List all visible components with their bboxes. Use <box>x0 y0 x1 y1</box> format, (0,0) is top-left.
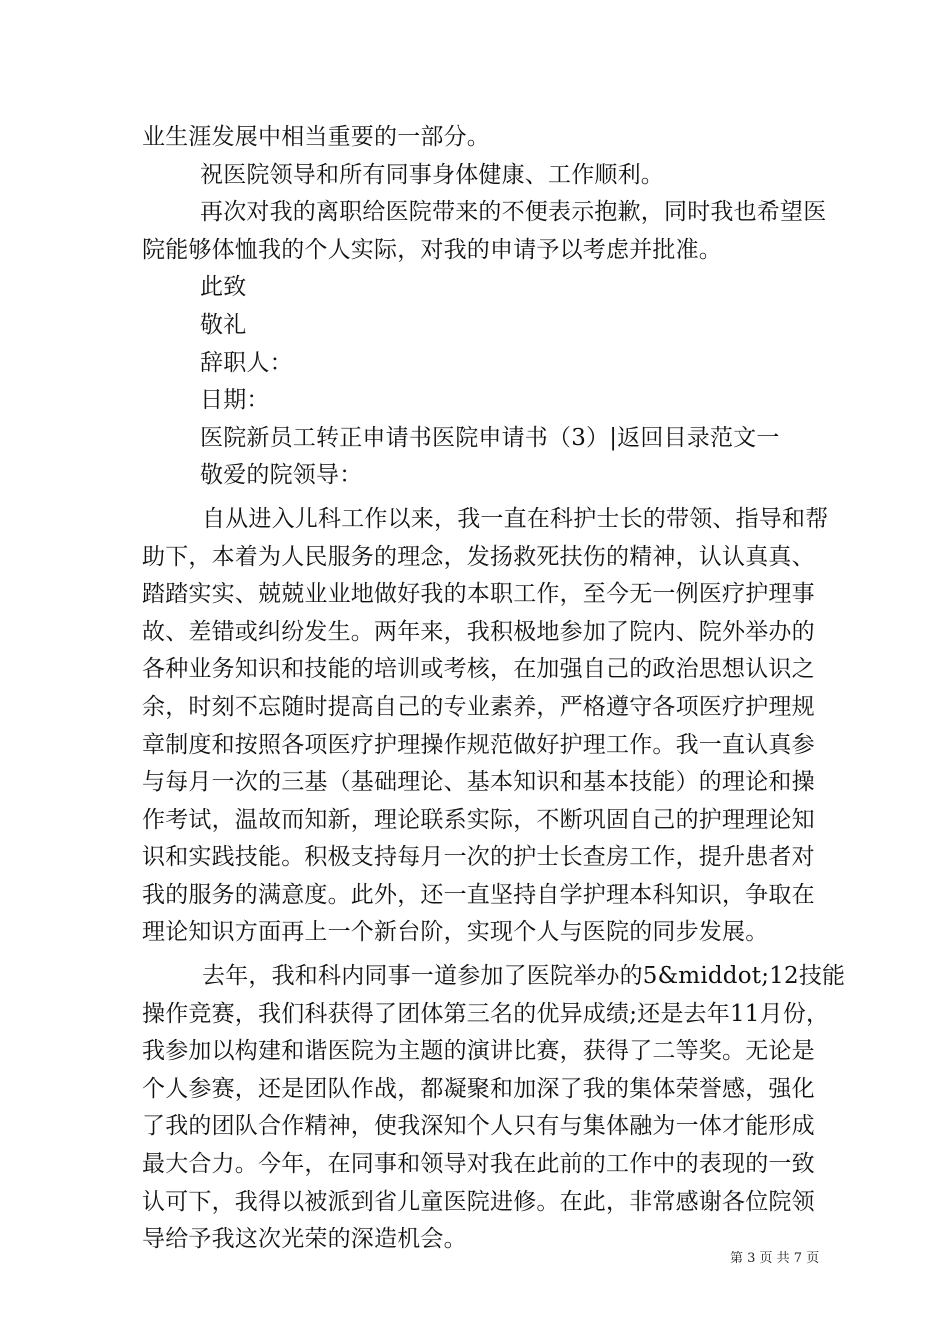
text-line: 最大合力。今年，在同事和领导对我在此前的工作中的表现的一致 <box>142 1151 815 1178</box>
page-number: 第 3 页 共 7 页 <box>730 1251 820 1266</box>
text-line: 敬爱的院领导： <box>200 462 363 489</box>
text-line: 理论知识方面再上一个新台阶，实现个人与医院的同步发展。 <box>142 919 769 946</box>
text-line: 业生涯发展中相当重要的一部分。 <box>142 124 490 150</box>
text-line: 各种业务知识和技能的培训或考核，在加强自己的政治思想认识之 <box>142 656 815 683</box>
text-line: 日期： <box>200 387 270 414</box>
text-line: 自从进入儿科工作以来，我一直在科护士长的带领、指导和帮 <box>202 505 829 532</box>
text-line: 去年，我和科内同事一道参加了医院举办的5&middot;12技能 <box>202 963 846 990</box>
text-line: 操作竞赛，我们科获得了团体第三名的优异成绩;还是去年11月份， <box>142 1000 830 1027</box>
text-line: 祝医院领导和所有同事身体健康、工作顺利。 <box>200 161 664 188</box>
text-line: 作考试，温故而知新，理论联系实际，不断巩固自己的护理理论知 <box>142 806 815 833</box>
text-line: 故、差错或纠纷发生。两年来，我积极地参加了院内、院外举办的 <box>142 618 815 645</box>
text-line: 再次对我的离职给医院带来的不便表示抱歉，同时我也希望医 <box>200 199 827 226</box>
text-line: 我的服务的满意度。此外，还一直坚持自学护理本科知识，争取在 <box>142 881 815 908</box>
text-line: 辞职人： <box>200 349 293 376</box>
text-line: 导给予我这次光荣的深造机会。 <box>142 1226 467 1253</box>
text-line: 了我的团队合作精神，使我深知个人只有与集体融为一体才能形成 <box>142 1113 815 1140</box>
text-line: 与每月一次的三基（基础理论、基本知识和基本技能）的理论和操 <box>142 769 815 796</box>
text-line: 医院新员工转正申请书医院申请书（3）|返回目录范文一 <box>200 424 780 451</box>
text-line: 认可下，我得以被派到省儿童医院进修。在此，非常感谢各位院领 <box>142 1188 815 1215</box>
text-line: 我参加以构建和谐医院为主题的演讲比赛，获得了二等奖。无论是 <box>142 1038 815 1065</box>
text-line: 此致 <box>200 274 247 301</box>
text-line: 踏踏实实、兢兢业业地做好我的本职工作，至今无一例医疗护理事 <box>142 581 815 608</box>
text-line: 余，时刻不忘随时提高自己的专业素养，严格遵守各项医疗护理规 <box>142 693 815 720</box>
text-line: 识和实践技能。积极支持每月一次的护士长查房工作，提升患者对 <box>142 844 815 871</box>
text-line: 院能够体恤我的个人实际，对我的申请予以考虑并批准。 <box>142 236 722 263</box>
text-line: 敬礼 <box>200 311 247 338</box>
text-line: 章制度和按照各项医疗护理操作规范做好护理工作。我一直认真参 <box>142 731 815 758</box>
text-line: 助下，本着为人民服务的理念，发扬救死扶伤的精神，认认真真、 <box>142 543 815 570</box>
text-line: 个人参赛，还是团队作战，都凝聚和加深了我的集体荣誉感，强化 <box>142 1075 815 1102</box>
